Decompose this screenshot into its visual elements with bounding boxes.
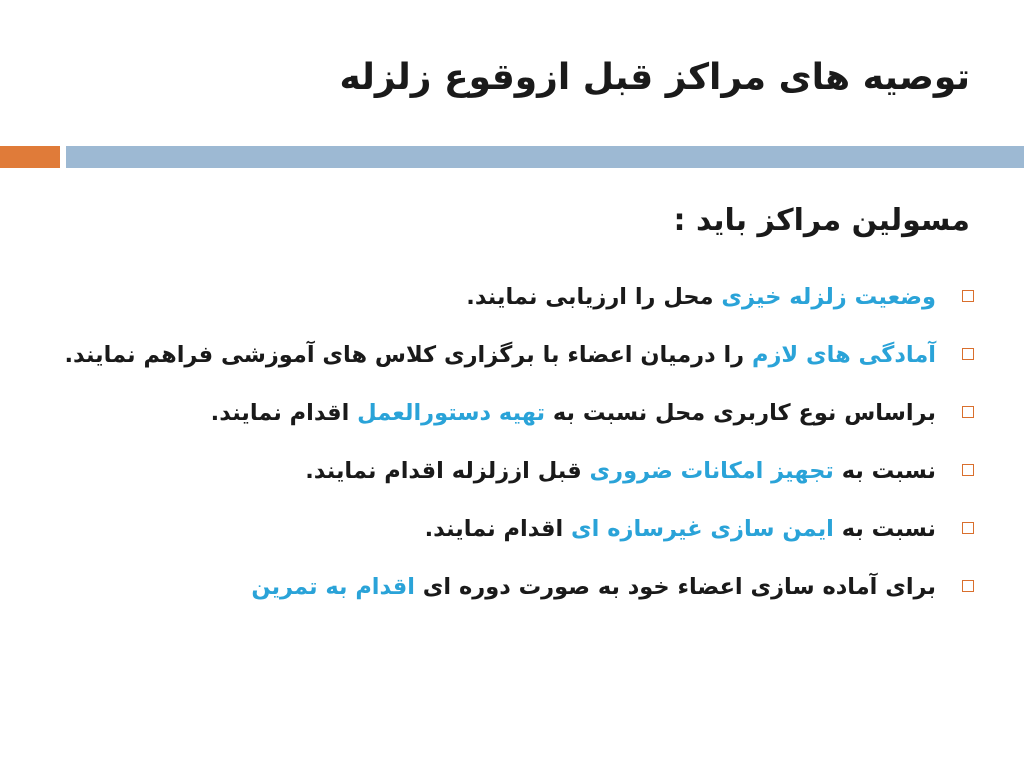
item-text: برای آماده سازی اعضاء خود به صورت دوره ای [414, 574, 936, 600]
square-bullet-icon [962, 464, 974, 476]
slide-title: توصیه های مراکز قبل ازوقوع زلزله [339, 57, 970, 98]
list-item [59, 328, 974, 382]
list-item [59, 386, 974, 440]
item-text: محل را ارزیابی نمایند. [466, 284, 722, 310]
item-text: اقدام نمایند. [424, 516, 572, 542]
square-bullet-icon [962, 290, 974, 302]
accent-bar-orange [0, 146, 60, 168]
item-text: نسبت به [833, 516, 936, 542]
item-highlight: اقدام به تمرین [251, 574, 415, 600]
item-highlight: تهیه دستورالعمل [357, 400, 546, 426]
slide-subtitle: مسولین مراکز باید : [673, 203, 970, 238]
item-highlight: وضعیت زلزله خیزی [721, 284, 936, 310]
item-text: قبل اززلزله اقدام نمایند. [305, 458, 590, 484]
item-text: نسبت به [833, 458, 936, 484]
accent-bar-blue [66, 146, 1024, 168]
item-text: را درمیان اعضاء با برگزاری کلاس های آموزشی فراهم نمایند. [64, 342, 752, 368]
item-text: اقدام نمایند. [210, 400, 358, 426]
list-item [59, 502, 974, 556]
item-highlight: تجهیز امکانات ضروری [589, 458, 834, 484]
square-bullet-icon [962, 406, 974, 418]
square-bullet-icon [962, 522, 974, 534]
item-highlight: آمادگی های لازم [751, 342, 936, 368]
square-bullet-icon [962, 348, 974, 360]
square-bullet-icon [962, 580, 974, 592]
list-item [59, 444, 974, 498]
bullet-list [59, 270, 974, 618]
list-item [59, 560, 974, 614]
list-item [59, 270, 974, 324]
item-text: براساس نوع کاربری محل نسبت به [545, 400, 936, 426]
item-highlight: ایمن سازی غیرسازه ای [571, 516, 834, 542]
